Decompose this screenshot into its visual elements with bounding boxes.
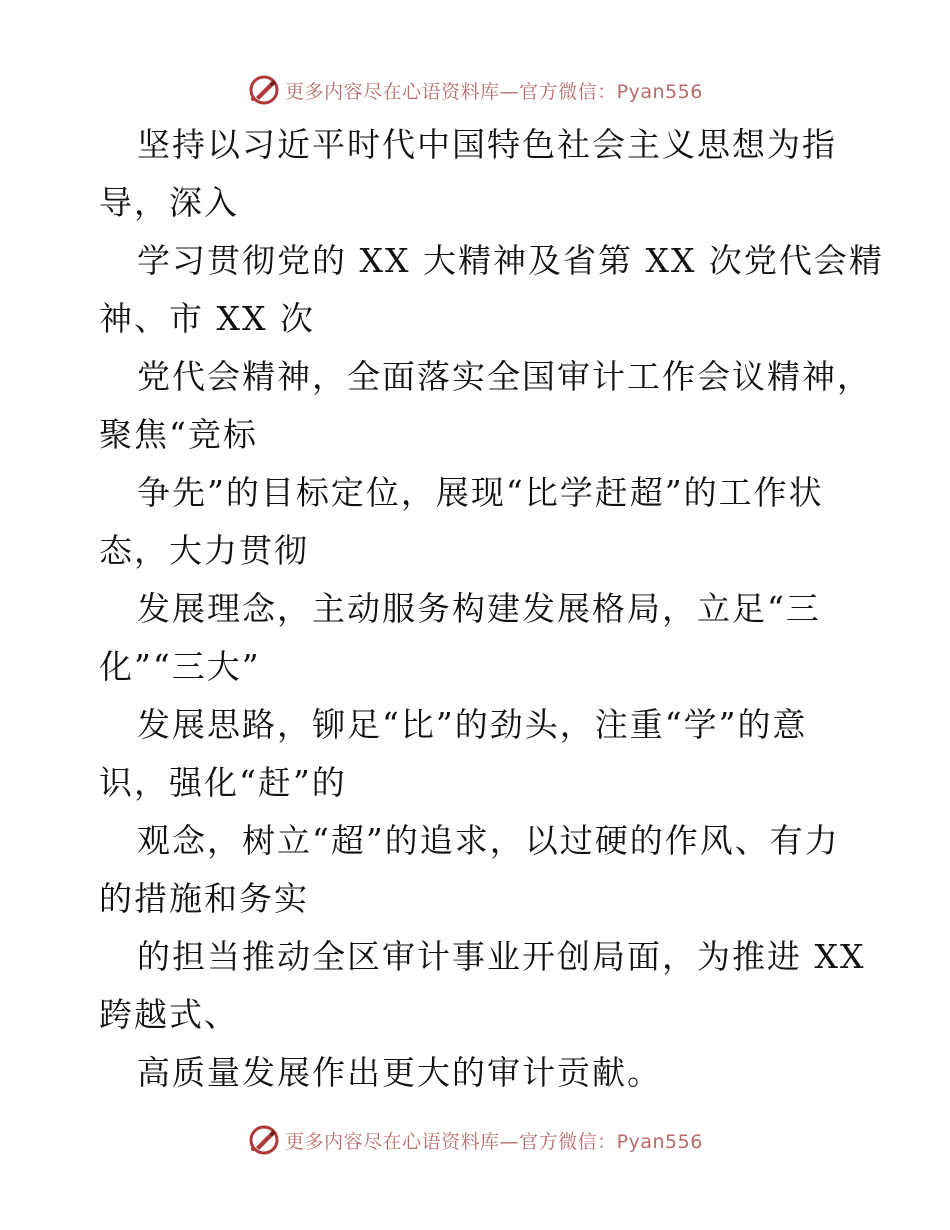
document-body [99, 116, 884, 1102]
body-line: 导，深入 [99, 183, 239, 222]
body-line: 的担当推动全区审计事业开创局面，为推进 XX [137, 937, 866, 976]
body-line: 党代会精神，全面落实全国审计工作会议精神， [137, 357, 872, 396]
body-line: 聚焦“竞标 [99, 415, 258, 454]
body-line: 识，强化“赶”的 [99, 763, 347, 802]
footer-banner-text: 更多内容尽在心语资料库—官方微信：Pyan556 [285, 1130, 703, 1153]
header-banner-text: 更多内容尽在心语资料库—官方微信：Pyan556 [285, 80, 703, 103]
body-line: 发展理念，主动服务构建发展格局，立足“三 [137, 589, 821, 628]
body-line: 神、市 XX 次 [99, 299, 315, 338]
body-line: 跨越式、 [99, 995, 239, 1034]
body-line: 态，大力贯彻 [99, 531, 309, 570]
body-line: 争先”的目标定位，展现“比学赶超”的工作状 [137, 473, 824, 512]
header-watermark-banner [0, 70, 950, 110]
body-line: 坚持以习近平时代中国特色社会主义思想为指 [137, 125, 837, 164]
body-line: 的措施和务实 [99, 879, 309, 918]
footer-watermark-banner [0, 1120, 950, 1160]
body-line: 高质量发展作出更大的审计贡献。 [137, 1053, 662, 1092]
pen-logo-icon [247, 1123, 281, 1157]
body-line: 观念，树立“超”的追求，以过硬的作风、有力 [137, 821, 840, 860]
body-line: 化”“三大” [99, 647, 261, 686]
pen-logo-icon [247, 73, 281, 107]
body-line: 发展思路，铆足“比”的劲头，注重“学”的意 [137, 705, 808, 744]
body-line: 学习贯彻党的 XX 大精神及省第 XX 次党代会精 [137, 241, 884, 280]
